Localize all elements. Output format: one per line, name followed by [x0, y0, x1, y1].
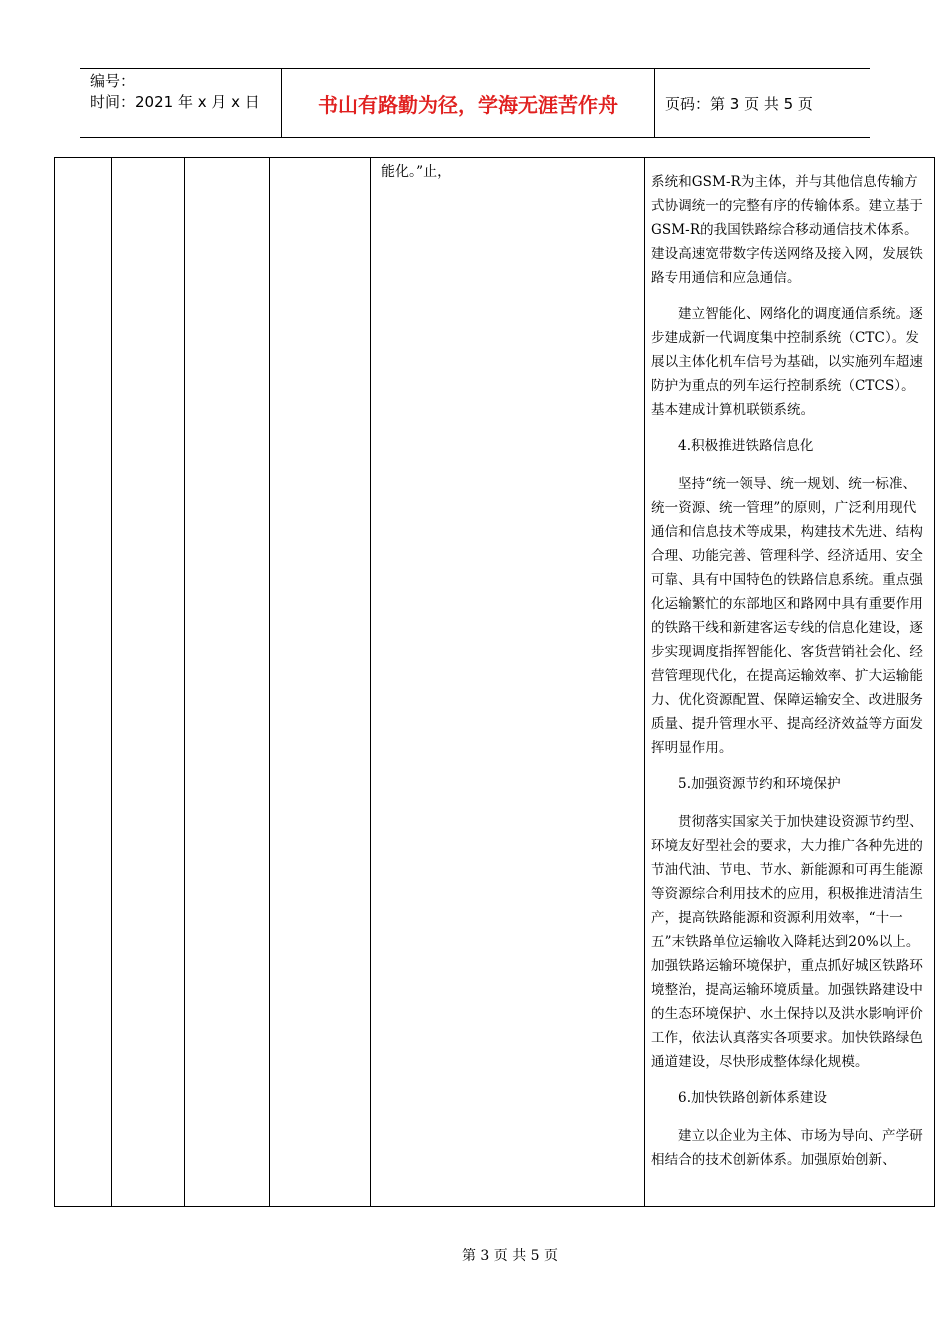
header-page-label: 页码：第 3 页 共 5 页	[665, 94, 813, 113]
header-time-label: 时间：2021 年 x 月 x 日	[90, 93, 260, 111]
table-column-divider	[184, 158, 185, 1206]
section-heading: 6.加快铁路创新体系建设	[678, 1090, 828, 1106]
section-heading: 5.加强资源节约和环境保护	[678, 776, 841, 792]
table-column-divider	[644, 158, 645, 1206]
table-column-divider	[370, 158, 371, 1206]
paragraph: 系统和GSM-R为主体，并与其他信息传输方式协调统一的完整有序的传输体系。建立基于GSM-R的我国铁路综合移动通信技术体系。建设高速宽带数字传送网络及接入网，发展铁路专用通信和应急通信。	[651, 174, 923, 286]
table-column-divider	[111, 158, 112, 1206]
table-column-divider	[269, 158, 270, 1206]
table-cell-col5: 能化。”止，	[381, 164, 452, 180]
paragraph: 坚持“统一领导、统一规划、统一标准、统一资源、统一管理”的原则，广泛利用现代通信和信息技术等成果，构建技术先进、结构合理、功能完善、管理科学、经济适用、安全可靠、具有中国特色的铁路信息系统。重点强化运输繁忙的东部地区和路网中具有重要作用的铁路干线和新建客运专线的信息化建设，逐步实现调度指挥智能化、客货营销社会化、经营管理现代化，在提高运输效率、扩大运输能力、优化资源配置、保障运输安全、改进服务质量、提升管理水平、提高经济效益等方面发挥明显作用。	[651, 476, 923, 756]
paragraph: 建立以企业为主体、市场为导向、产学研相结合的技术创新体系。加强原始创新、	[651, 1128, 923, 1168]
paragraph: 建立智能化、网络化的调度通信系统。逐步建成新一代调度集中控制系统（CTC）。发展以主体化机车信号为基础，以实施列车超速防护为重点的列车运行控制系统（CTCS）。基本建成计算机联锁系统。	[651, 306, 923, 418]
page-header	[80, 68, 870, 138]
paragraph: 贯彻落实国家关于加快建设资源节约型、环境友好型社会的要求，大力推广各种先进的节油代油、节电、节水、新能源和可再生能源等资源综合利用技术的应用，积极推进清洁生产，提高铁路能源和资源利用效率，“十一五”末铁路单位运输收入降耗达到20%以上。加强铁路运输环境保护，重点抓好城区铁路环境整治，提高运输环境质量。加强铁路建设中的生态环境保护、水土保持以及洪水影响评价工作，依法认真落实各项要求。加快铁路绿色通道建设，尽快形成整体绿化规模。	[651, 814, 923, 1070]
header-number-label: 编号：	[90, 72, 136, 90]
section-heading: 4.积极推进铁路信息化	[678, 438, 814, 454]
header-meta	[80, 69, 282, 137]
content-table	[54, 157, 935, 1207]
page-footer: 第 3 页 共 5 页	[461, 1248, 559, 1264]
header-motto: 书山有路勤为径，学海无涯苦作舟	[282, 69, 655, 137]
table-cell-col6	[651, 170, 927, 1184]
